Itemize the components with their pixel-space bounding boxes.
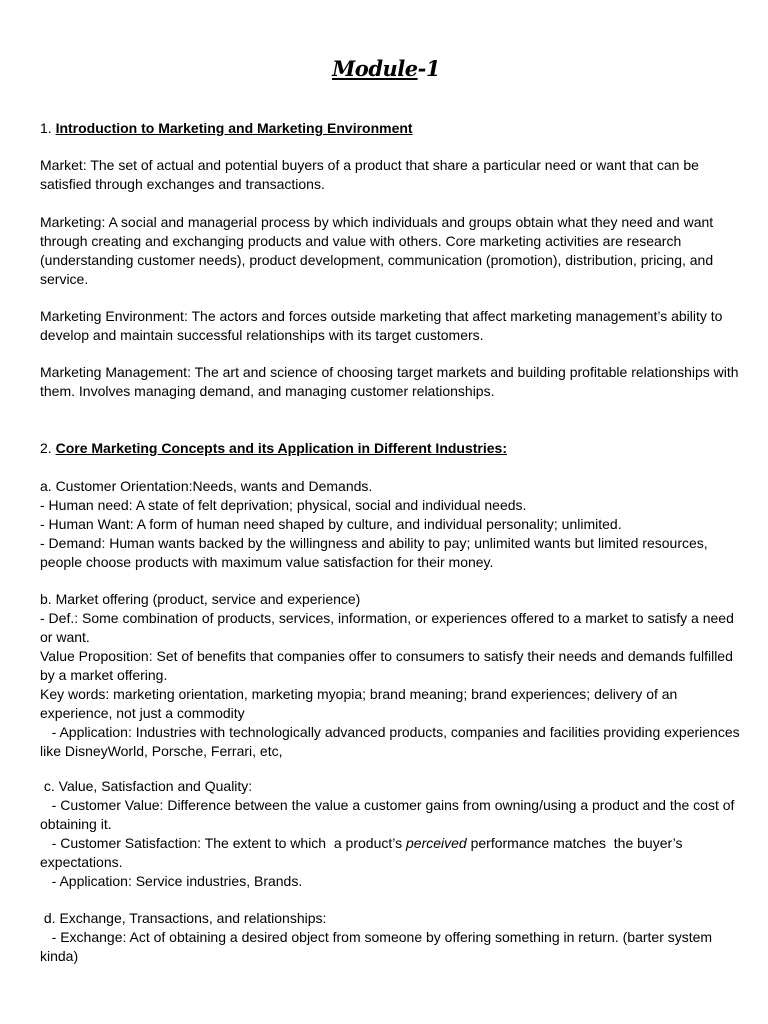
paragraph-marketing [40, 213, 732, 289]
text-line: - Def.: Some combination of products, services, information, or experiences offered to a market to satisfy a need [40, 610, 734, 626]
satisfaction-post: performance matches the buyer’s [466, 835, 683, 851]
text-line: Value Proposition: Set of benefits that companies offer to consumers to satisfy their needs and demands fulfilled [40, 648, 733, 664]
text-line: them. Involves managing demand, and managing customer relationships. [40, 383, 495, 399]
title-suffix: -1 [417, 56, 440, 81]
text-line: by a market offering. [40, 667, 168, 683]
text-line: - Application: Service industries, Brands. [40, 873, 303, 889]
paragraph-marketing-management [40, 363, 739, 401]
text-line: - Demand: Human wants backed by the willingness and ability to pay; unlimited wants but limited resources, [40, 535, 708, 551]
section-1-heading [40, 119, 732, 138]
text-line: people choose products with maximum value satisfaction for their money. [40, 554, 494, 570]
text-line: d. Exchange, Transactions, and relationships: [40, 910, 327, 926]
text-line: experience, not just a commodity [40, 705, 245, 721]
page-title [40, 56, 732, 81]
subsection-c [40, 777, 735, 891]
section-1-number: 1. [40, 120, 56, 136]
text-line: Key words: marketing orientation, marketing myopia; brand meaning; brand experiences; delivery of an [40, 686, 678, 702]
text-line: Marketing Environment: The actors and forces outside marketing that affect marketing management’s ability to [40, 308, 723, 324]
text-line: (understanding customer needs), product development, communication (promotion), distribution, pricing, and [40, 252, 714, 268]
text-line: Marketing Management: The art and science of choosing target markets and building profitable relationships with [40, 364, 739, 380]
text-line: service. [40, 271, 89, 287]
text-line: - Application: Industries with technologically advanced products, companies and facilities providing experiences [40, 724, 740, 740]
paragraph-market [40, 156, 732, 194]
text-line: c. Value, Satisfaction and Quality: [40, 778, 253, 794]
text-line: through creating and exchanging products and value with others. Core marketing activities are research [40, 233, 682, 249]
paragraph-marketing-environment [40, 307, 732, 345]
text-line: b. Market offering (product, service and experience) [40, 591, 361, 607]
text-line: Marketing: A social and managerial process by which individuals and groups obtain what they need and want [40, 214, 714, 230]
text-line: Market: The set of actual and potential buyers of a product that share a particular need or want that can be [40, 157, 699, 173]
subsection-d [40, 909, 732, 966]
text-line: obtaining it. [40, 816, 112, 832]
text-line: kinda) [40, 948, 79, 964]
text-line: like DisneyWorld, Porsche, Ferrari, etc, [40, 743, 283, 759]
text-line: expectations. [40, 854, 123, 870]
section-2-heading [40, 439, 732, 458]
text-line: satisfied through exchanges and transactions. [40, 176, 325, 192]
text-line: - Exchange: Act of obtaining a desired object from someone by offering something in return. (barter system [40, 929, 713, 945]
title-main: Module [332, 56, 418, 81]
text-line [40, 834, 732, 853]
section-2-heading-text: Core Marketing Concepts and its Application in Different Industries: [55, 440, 507, 456]
subsection-a [40, 477, 732, 572]
text-line: - Human need: A state of felt deprivation; physical, social and individual needs. [40, 497, 527, 513]
subsection-b [40, 590, 740, 761]
satisfaction-emphasis: perceived [406, 835, 467, 851]
text-line: - Customer Value: Difference between the value a customer gains from owning/using a product and the cost of [40, 797, 735, 813]
section-2-number: 2. [40, 440, 56, 456]
text-line: or want. [40, 629, 90, 645]
text-line: a. Customer Orientation:Needs, wants and Demands. [40, 478, 373, 494]
text-line: - Human Want: A form of human need shaped by culture, and individual personality; unlimited. [40, 516, 622, 532]
text-line: develop and maintain successful relationships with its target customers. [40, 327, 484, 343]
satisfaction-pre: - Customer Satisfaction: The extent to which a product’s [40, 835, 406, 851]
section-1-heading-text: Introduction to Marketing and Marketing Environment [55, 120, 413, 136]
